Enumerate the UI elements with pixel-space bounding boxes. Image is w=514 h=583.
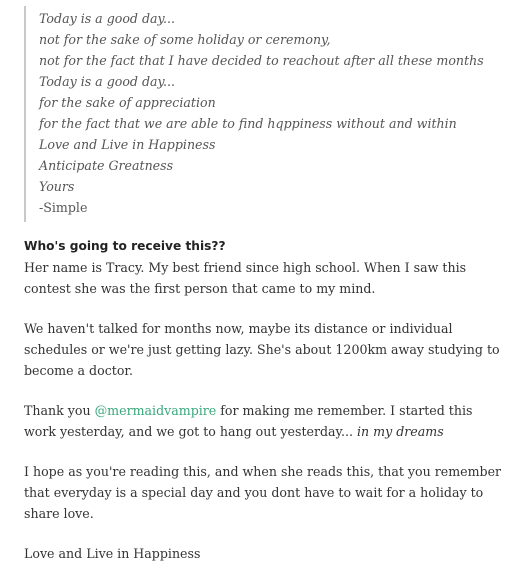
- poem-line: for the sake of appreciation: [39, 95, 216, 110]
- poem-line: Yours: [39, 179, 75, 194]
- paragraph-1: Her name is Tracy. My best friend since high school. When I saw this contest she was the first person that came to my mind.: [24, 260, 467, 296]
- paragraph-3-text-end: for making me remember. I started this work yesterday, and we got to hang out yesterday...: [24, 403, 473, 439]
- paragraph-3: [24, 400, 508, 442]
- poem-line: Today is a good day...: [39, 11, 176, 26]
- paragraph-5: Love and Live in Happiness: [24, 546, 201, 561]
- poem-signature: -Simple: [39, 200, 88, 215]
- user-mention-link[interactable]: @mermaidvampire: [94, 403, 217, 418]
- paragraph-3-text-start: Thank you: [24, 403, 95, 418]
- poem-line: not for the fact that I have decided to reachout after all these months: [39, 53, 484, 68]
- poem-line: Today is a good day...: [39, 74, 176, 89]
- post-body: [24, 236, 508, 583]
- poem-line: for the fact that we are able to find hqppiness without and within: [39, 116, 457, 131]
- paragraph-3-italic: in my dreams: [357, 424, 444, 439]
- poem-line: Love and Live in Happiness: [39, 137, 216, 152]
- section-heading: Who's going to receive this??: [24, 239, 226, 253]
- poem-line: Anticipate Greatness: [39, 158, 174, 173]
- paragraph-2: We haven't talked for months now, maybe its distance or individual schedules or we're just getting lazy. She's about 1200km away studying to become a doctor.: [24, 321, 500, 378]
- paragraph-4: I hope as you're reading this, and when she reads this, that you remember that everyday is a special day and you dont have to wait for a holiday to share love.: [24, 464, 502, 521]
- poem-line: not for the sake of some holiday or ceremony,: [39, 32, 331, 47]
- poem-blockquote: [24, 6, 514, 222]
